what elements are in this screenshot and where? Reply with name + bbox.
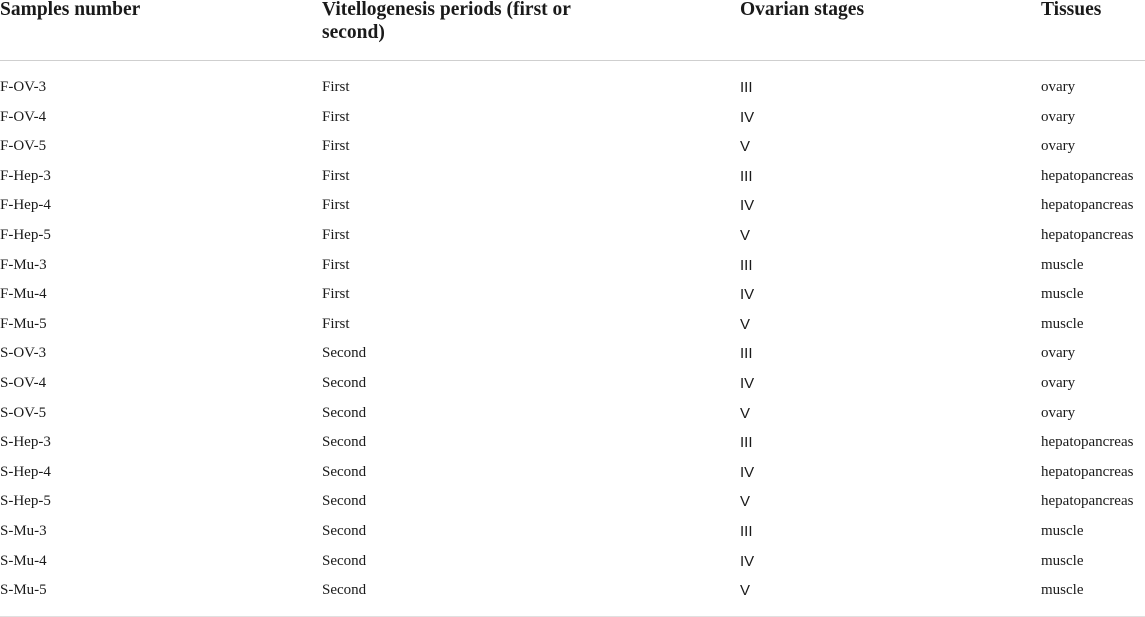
sample-number-cell: F-OV-5 — [0, 138, 47, 155]
tissue-cell: hepatopancreas — [1041, 167, 1134, 184]
header-tissues: Tissues — [1041, 0, 1102, 20]
ovarian-stage-cell: IV — [740, 463, 755, 481]
tissue-cell: hepatopancreas — [1041, 493, 1134, 510]
table-row — [0, 162, 1145, 192]
table-body — [0, 73, 1145, 606]
sample-number-cell: S-Hep-4 — [0, 463, 51, 480]
sample-number-cell: F-Hep-4 — [0, 197, 51, 214]
ovarian-stage-cell: IV — [740, 108, 755, 126]
tissue-cell: hepatopancreas — [1041, 434, 1134, 451]
table-row — [0, 517, 1145, 547]
vitellogenesis-period-cell: Second — [322, 345, 367, 362]
table-row — [0, 221, 1145, 251]
tissue-cell: muscle — [1041, 256, 1084, 273]
table-row — [0, 251, 1145, 281]
ovarian-stage-cell: IV — [740, 374, 755, 392]
table-row — [0, 458, 1145, 488]
tissue-cell: ovary — [1041, 404, 1076, 421]
table-header — [0, 0, 1145, 61]
ovarian-stage-cell: V — [740, 404, 751, 422]
tissue-cell: ovary — [1041, 138, 1076, 155]
table-row — [0, 339, 1145, 369]
vitellogenesis-period-cell: Second — [322, 552, 367, 569]
vitellogenesis-period-cell: First — [322, 197, 350, 214]
table-row — [0, 369, 1145, 399]
table-row — [0, 576, 1145, 606]
ovarian-stage-cell: III — [740, 79, 753, 96]
sample-number-cell: F-OV-3 — [0, 79, 47, 95]
vitellogenesis-period-cell: First — [322, 167, 350, 184]
sample-number-cell: F-Hep-3 — [0, 167, 51, 184]
table-row — [0, 103, 1145, 133]
ovarian-stage-cell: III — [740, 522, 753, 540]
sample-number-cell: F-OV-4 — [0, 108, 47, 125]
ovarian-stage-cell: V — [740, 226, 751, 244]
header-ovarian-stages: Ovarian stages — [740, 0, 865, 20]
vitellogenesis-period-cell: First — [322, 286, 350, 303]
table-row — [0, 132, 1145, 162]
sample-number-cell: F-Mu-3 — [0, 256, 47, 273]
sample-number-cell: F-Mu-4 — [0, 286, 47, 303]
vitellogenesis-period-cell: First — [322, 256, 350, 273]
vitellogenesis-period-cell: Second — [322, 522, 367, 539]
tissue-cell: ovary — [1041, 374, 1076, 391]
sample-number-cell: S-OV-5 — [0, 404, 47, 421]
ovarian-stage-cell: IV — [740, 197, 755, 215]
tissue-cell: ovary — [1041, 79, 1076, 95]
sample-number-cell: S-Mu-5 — [0, 582, 47, 599]
table-row — [0, 73, 1145, 103]
vitellogenesis-period-cell: First — [322, 138, 350, 155]
tissue-cell: muscle — [1041, 315, 1084, 332]
sample-number-cell: S-Hep-3 — [0, 434, 51, 451]
vitellogenesis-period-cell: Second — [322, 374, 367, 391]
table-row — [0, 191, 1145, 221]
sample-number-cell: F-Mu-5 — [0, 315, 47, 332]
table-row — [0, 428, 1145, 458]
tissue-cell: ovary — [1041, 345, 1076, 362]
vitellogenesis-period-cell: Second — [322, 463, 367, 480]
table-row — [0, 399, 1145, 429]
ovarian-stage-cell: IV — [740, 286, 755, 304]
tissue-cell: ovary — [1041, 108, 1076, 125]
tissue-cell: muscle — [1041, 582, 1084, 599]
ovarian-stage-cell: V — [740, 315, 751, 333]
vitellogenesis-period-cell: First — [322, 226, 350, 243]
tissue-cell: hepatopancreas — [1041, 463, 1134, 480]
sample-number-cell: S-Mu-3 — [0, 522, 47, 539]
ovarian-stage-cell: III — [740, 345, 753, 363]
sample-number-cell: S-Mu-4 — [0, 552, 47, 569]
tissue-cell: muscle — [1041, 552, 1084, 569]
sample-number-cell: S-OV-4 — [0, 374, 47, 391]
ovarian-stage-cell: V — [740, 493, 751, 511]
vitellogenesis-period-cell: First — [322, 79, 350, 95]
vitellogenesis-period-cell: Second — [322, 434, 367, 451]
sample-number-cell: S-Hep-5 — [0, 493, 51, 510]
ovarian-stage-cell: III — [740, 256, 753, 274]
ovarian-stage-cell: III — [740, 434, 753, 452]
vitellogenesis-period-cell: Second — [322, 404, 367, 421]
ovarian-stage-cell: IV — [740, 552, 755, 570]
sample-number-cell: F-Hep-5 — [0, 226, 51, 243]
table-row — [0, 487, 1145, 517]
header-vitellogenesis-periods: Vitellogenesis periods (first or second) — [322, 0, 571, 43]
tissue-cell: hepatopancreas — [1041, 226, 1134, 243]
tissue-cell: hepatopancreas — [1041, 197, 1134, 214]
table-row — [0, 310, 1145, 340]
tissue-cell: muscle — [1041, 522, 1084, 539]
vitellogenesis-period-cell: First — [322, 108, 350, 125]
ovarian-stage-cell: III — [740, 167, 753, 185]
vitellogenesis-period-cell: Second — [322, 582, 367, 599]
header-samples-number: Samples number — [0, 0, 141, 20]
vitellogenesis-period-cell: First — [322, 315, 350, 332]
table-row — [0, 547, 1145, 577]
ovarian-stage-cell: V — [740, 582, 751, 600]
table-row — [0, 280, 1145, 310]
vitellogenesis-period-cell: Second — [322, 493, 367, 510]
sample-number-cell: S-OV-3 — [0, 345, 47, 362]
ovarian-stage-cell: V — [740, 138, 751, 156]
tissue-cell: muscle — [1041, 286, 1084, 303]
